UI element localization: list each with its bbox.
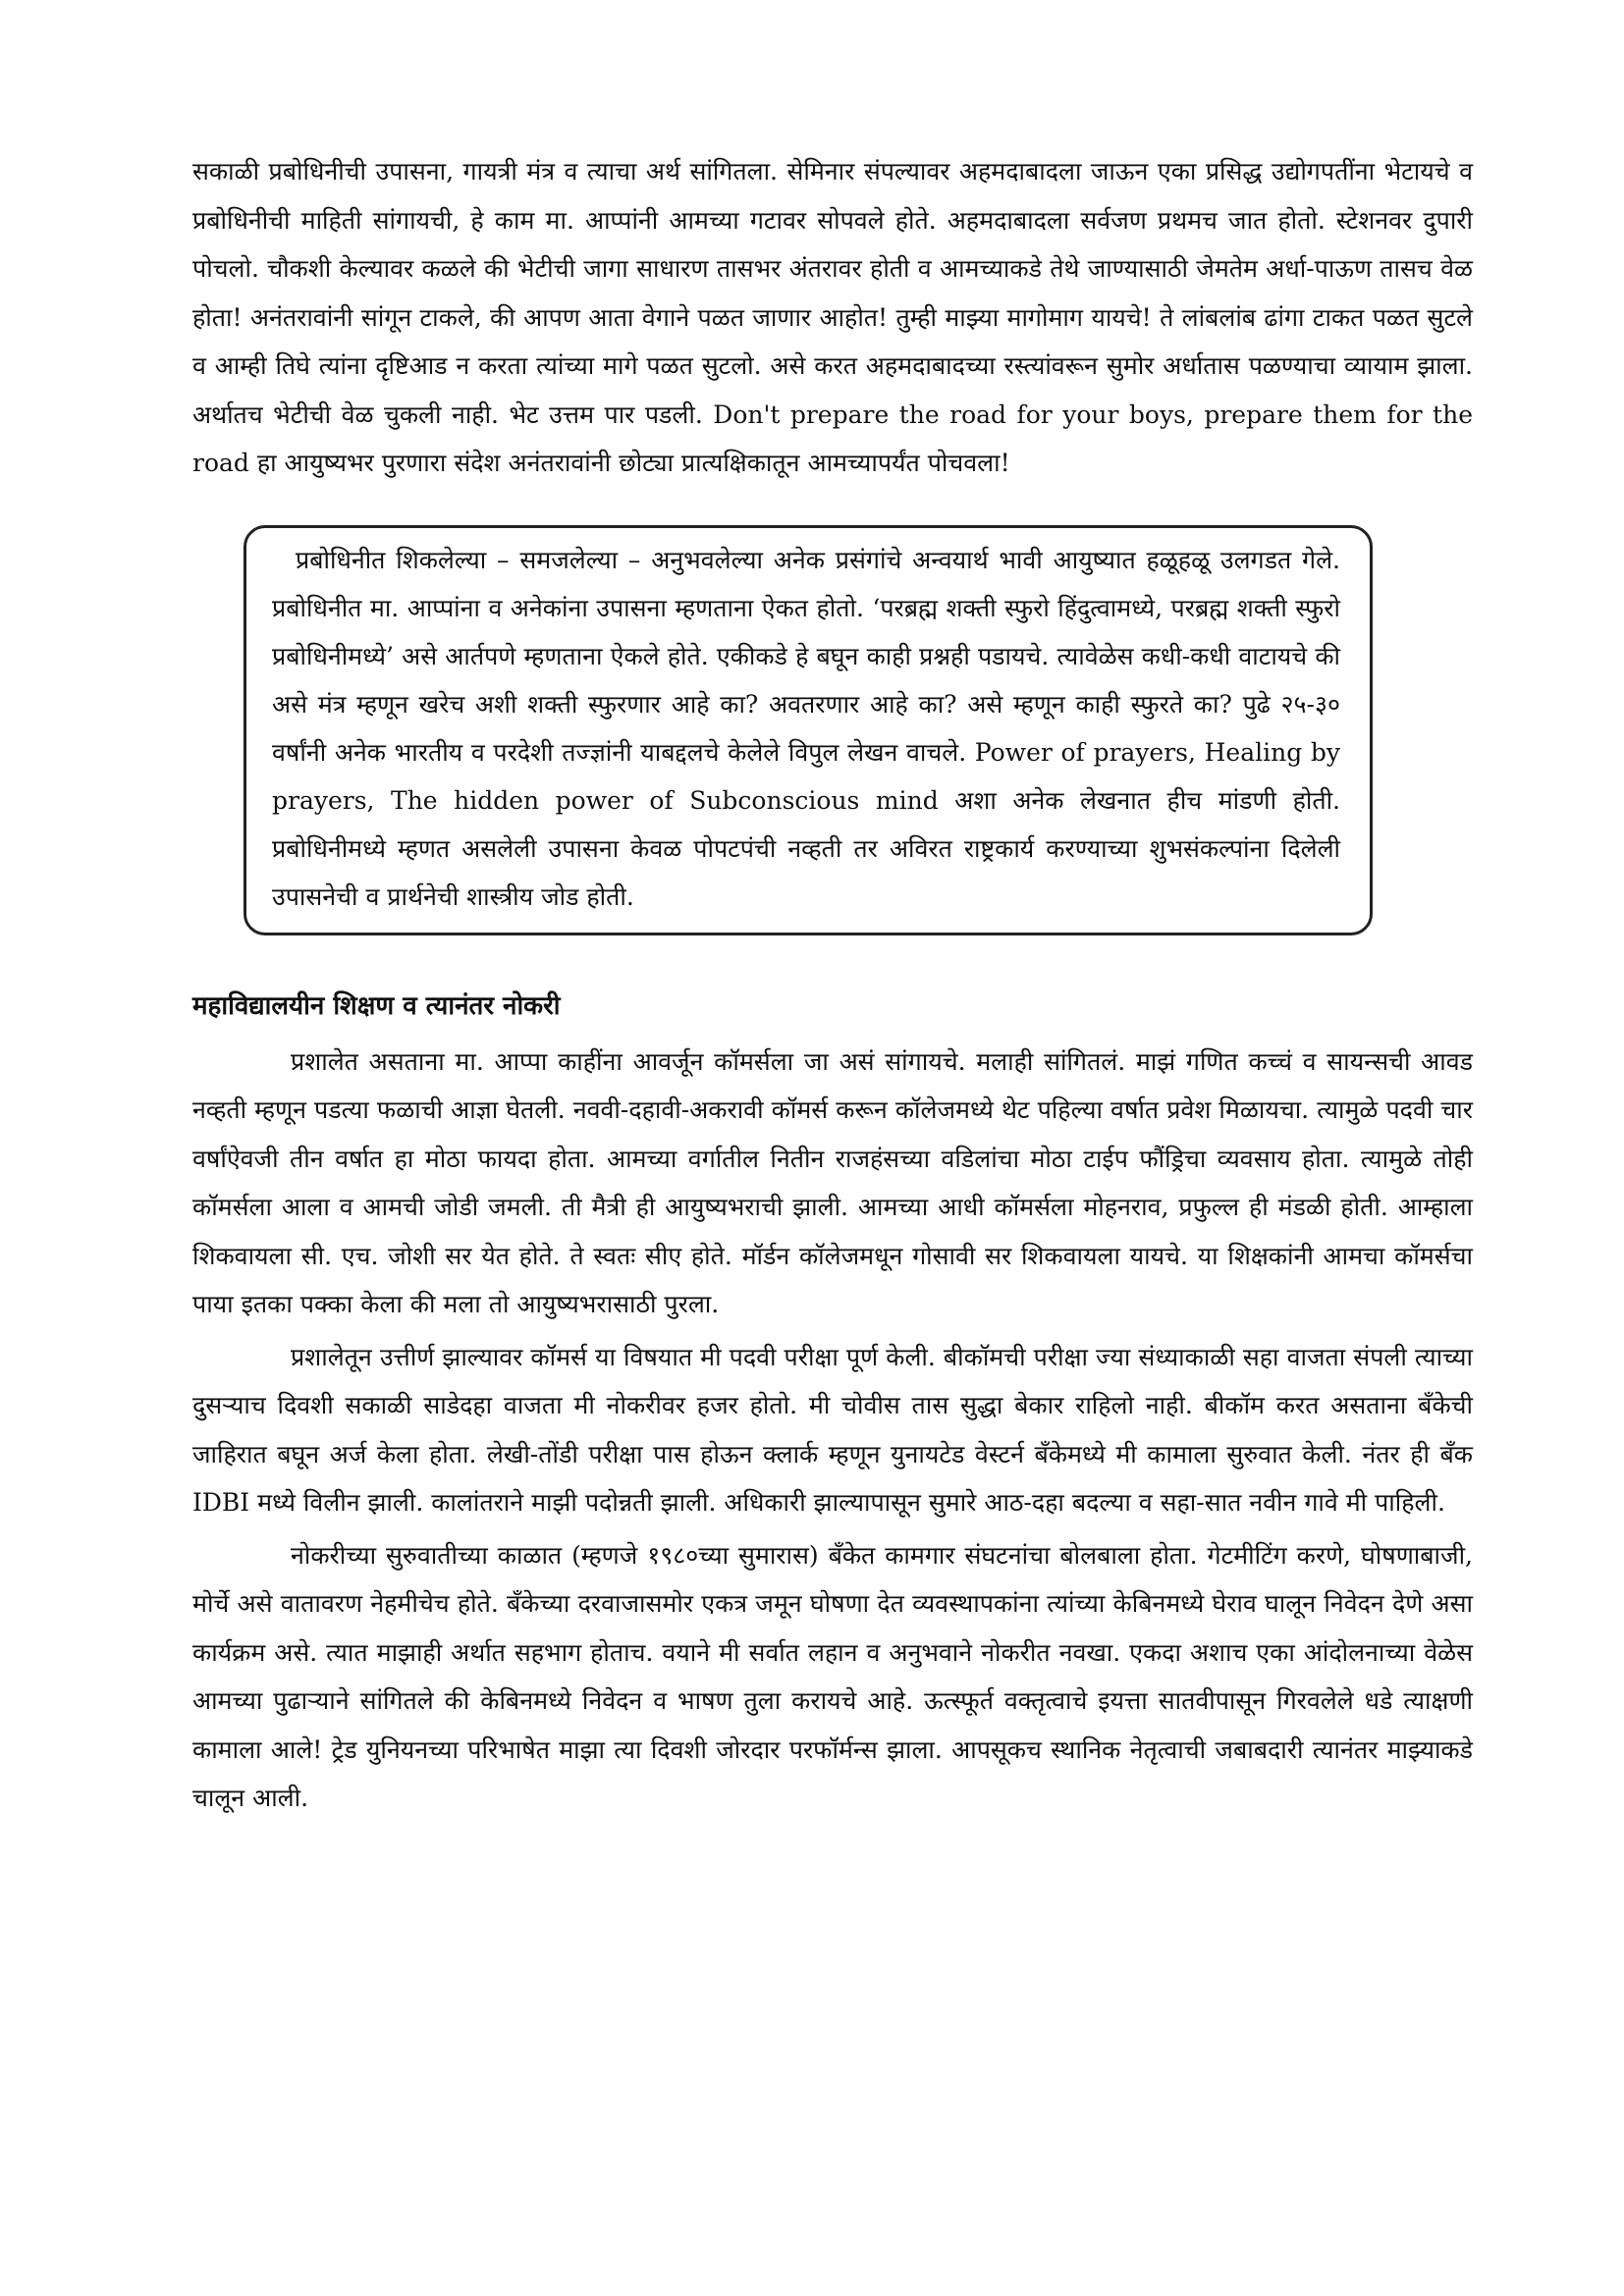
section-paragraph-3: नोकरीच्या सुरुवातीच्या काळात (म्हणजे १९८०च्या सुमारास) बँकेत कामगार संघटनांचा बोलबाला होता. गेटमीटिंग करणे, घोषणाबाजी, मोर्चे असे वातावरण नेहमीचेच होते. बँकेच्या दरवाजासमोर एकत्र जमून घोषणा देत व्यवस्थापकांना त्यांच्या केबिनमध्ये घेराव घालून निवेदन देणे असा कार्यक्रम असे. त्यात माझाही अर्थात सहभाग होताच. वयाने मी सर्वात लहान व अनुभवाने नोकरीत नवखा. एकदा अशाच एका आंदोलनाच्या वेळेस आमच्या पुढाऱ्याने सांगितले की केबिनमध्ये निवेदन व भाषण तुला करायचे आहे. ऊत्स्फूर्त वक्तृत्वाचे इयत्ता सातवीपासून गिरवलेले धडे त्याक्षणी कामाला आले! ट्रेड युनियनच्या परिभाषेत माझा त्या दिवशी जोरदार परफॉर्मन्स झाला. आपसूकच स्थानिक नेतृत्वाची जबाबदारी त्यानंतर माझ्याकडे चालून आली. — [192, 1540, 1473, 1812]
document-page — [192, 147, 1473, 1823]
section-paragraph-2: प्रशालेतून उत्तीर्ण झाल्यावर कॉमर्स या विषयात मी पदवी परीक्षा पूर्ण केली. बीकॉमची परीक्षा ज्या संध्याकाळी सहा वाजता संपली त्याच्या दुसऱ्याच दिवशी सकाळी साडेदहा वाजता मी नोकरीवर हजर होतो. मी चोवीस तास सुद्धा बेकार राहिलो नाही. बीकॉम करत असताना बँकेची जाहिरात बघून अर्ज केला होता. लेखी-तोंडी परीक्षा पास होऊन क्लार्क म्हणून युनायटेड वेस्टर्न बँकेमध्ये मी कामाला सुरुवात केली. नंतर ही बँक IDBI मध्ये विलीन झाली. कालांतराने माझी पदोन्नती झाली. अधिकारी झाल्यापासून सुमारे आठ-दहा बदल्या व सहा-सात नवीन गावे मी पाहिली. — [192, 1342, 1473, 1517]
intro-paragraph: सकाळी प्रबोधिनीची उपासना, गायत्री मंत्र व त्याचा अर्थ सांगितला. सेमिनार संपल्यावर अहमदाबादला जाऊन एका प्रसिद्ध उद्योगपतींना भेटायचे व प्रबोधिनीची माहिती सांगायची, हे काम मा. आप्पांनी आमच्या गटावर सोपवले होते. अहमदाबादला सर्वजण प्रथमच जात होतो. स्टेशनवर दुपारी पोचलो. चौकशी केल्यावर कळले की भेटीची जागा साधारण तासभर अंतरावर होती व आमच्याकडे तेथे जाण्यासाठी जेमतेम अर्धा-पाऊण तासच वेळ होता! अनंतरावांनी सांगून टाकले, की आपण आता वेगाने पळत जाणार आहोत! तुम्ही माझ्या मागोमाग यायचे! ते लांबलांब ढांगा टाकत पळत सुटले व आम्ही तिघे त्यांना दृष्टिआड न करता त्यांच्या मागे पळत सुटलो. असे करत अहमदाबादच्या रस्त्यांवरून सुमोर अर्धातास पळण्याचा व्यायाम झाला. अर्थातच भेटीची वेळ चुकली नाही. भेट उत्तम पार पडली. Don't prepare the road for your boys, prepare them for the road हा आयुष्यभर पुरणारा संदेश अनंतरावांनी छोट्या प्रात्यक्षिकातून आमच्यापर्यंत पोचवला! — [192, 157, 1473, 477]
callout-paragraph: प्रबोधिनीत शिकलेल्या – समजलेल्या – अनुभवलेल्या अनेक प्रसंगांचे अन्वयार्थ भावी आयुष्यात हळूहळू उलगडत गेले. प्रबोधिनीत मा. आप्पांना व अनेकांना उपासना म्हणताना ऐकत होतो. ‘परब्रह्म शक्ती स्फुरो हिंदुत्वामध्ये, परब्रह्म शक्ती स्फुरो प्रबोधिनीमध्ये’ असे आर्तपणे म्हणताना ऐकले होते. एकीकडे हे बघून काही प्रश्नही पडायचे. त्यावेळेस कधी-कधी वाटायचे की असे मंत्र म्हणून खरेच अशी शक्ती स्फुरणार आहे का? अवतरणार आहे का? असे म्हणून काही स्फुरते का? पुढे २५-३० वर्षांनी अनेक भारतीय व परदेशी तज्ज्ञांनी याबद्दलचे केलेले विपुल लेखन वाचले. Power of prayers, Healing by prayers, The hidden power of Subconscious mind अशा अनेक लेखनात हीच मांडणी होती. प्रबोधिनीमध्ये म्हणत असलेली उपासना केवळ पोपटपंची नव्हती तर अविरत राष्ट्रकार्य करण्याच्या शुभसंकल्पांना दिलेली उपासनेची व प्रार्थनेची शास्त्रीय जोड होती. — [272, 545, 1340, 911]
section-heading: महाविद्यालयीन शिक्षण व त्यानंतर नोकरी — [192, 990, 561, 1021]
callout-box — [244, 525, 1373, 935]
section-paragraph-1: प्रशालेत असताना मा. आप्पा काहींना आवर्जून कॉमर्सला जा असं सांगायचे. मलाही सांगितलं. माझं गणित कच्चं व सायन्सची आवड नव्हती म्हणून पडत्या फळाची आज्ञा घेतली. नववी-दहावी-अकरावी कॉमर्स करून कॉलेजमध्ये थेट पहिल्या वर्षात प्रवेश मिळायचा. त्यामुळे पदवी चार वर्षांऐवजी तीन वर्षात हा मोठा फायदा होता. आमच्या वर्गातील नितीन राजहंसच्या वडिलांचा मोठा टाईप फौंड्रिचा व्यवसाय होता. त्यामुळे तोही कॉमर्सला आला व आमची जोडी जमली. ती मैत्री ही आयुष्यभराची झाली. आमच्या आधी कॉमर्सला मोहनराव, प्रफुल्ल ही मंडळी होती. आम्हाला शिकवायला सी. एच. जोशी सर येत होते. ते स्वतः सीए होते. मॉर्डन कॉलेजमधून गोसावी सर शिकवायला यायचे. या शिक्षकांनी आमचा कॉमर्सचा पाया इतका पक्का केला की मला तो आयुष्यभरासाठी पुरला. — [192, 1046, 1473, 1318]
